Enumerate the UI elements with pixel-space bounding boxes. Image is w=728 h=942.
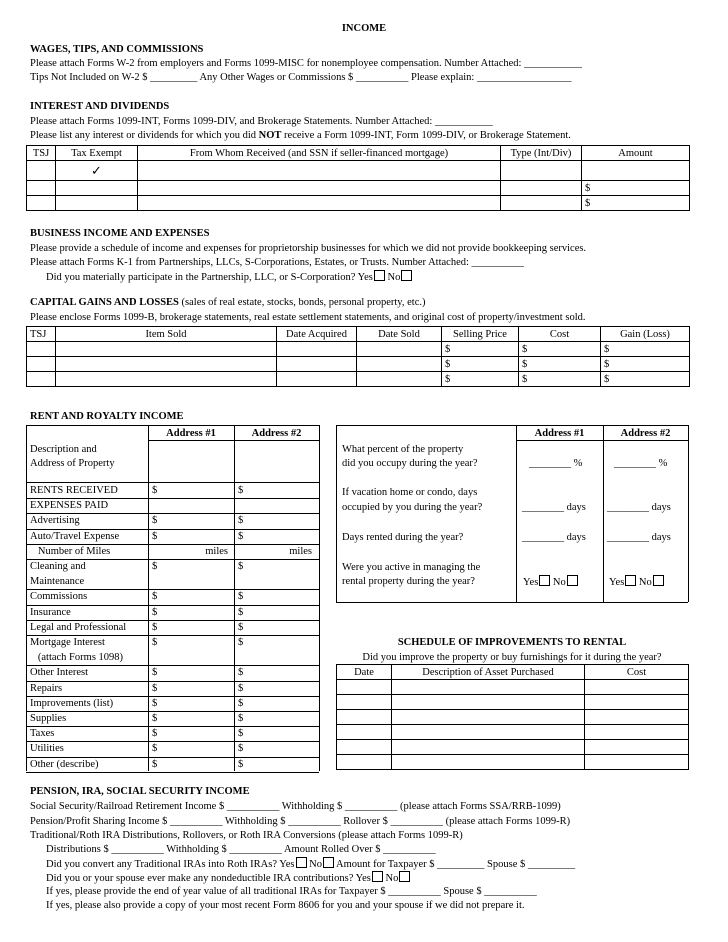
pension-heading: PENSION, IRA, SOCIAL SECURITY INCOME xyxy=(30,786,250,797)
address1-amount[interactable]: $ xyxy=(152,682,158,694)
improvements-question: Did you improve the property or buy furnishings for it during the year? xyxy=(362,652,662,663)
no-checkbox[interactable] xyxy=(401,270,412,281)
expense-label: Repairs xyxy=(30,682,63,694)
col-cost: Cost xyxy=(585,665,689,680)
address1-amount[interactable]: $ xyxy=(152,743,158,755)
table-row xyxy=(27,327,690,342)
expense-label: Other (describe) xyxy=(30,758,99,770)
table-row xyxy=(337,695,689,710)
address1-amount[interactable]: $ xyxy=(152,591,158,603)
address1-amount[interactable]: $ xyxy=(152,728,158,740)
vac-days-2[interactable]: ________ days xyxy=(607,502,671,513)
col-tsj: TSJ xyxy=(27,327,56,342)
address2-amount[interactable]: $ xyxy=(238,667,244,679)
expense-label: Supplies xyxy=(30,713,67,724)
pct-field-2[interactable]: ________ % xyxy=(614,458,668,469)
no-checkbox[interactable] xyxy=(323,857,334,868)
address2-amount[interactable]: $ xyxy=(238,591,244,603)
interest-line-1: Please attach Forms 1099-INT, Forms 1099-DIV, and Brokerage Statements. Number Attached: ___________ xyxy=(30,116,493,127)
col-date-sold: Date Sold xyxy=(357,327,442,342)
address2-amount[interactable]: $ xyxy=(238,515,244,527)
wages-heading: WAGES, TIPS, AND COMMISSIONS xyxy=(30,44,204,55)
col-type: Type (Int/Div) xyxy=(501,146,582,161)
yes-checkbox[interactable] xyxy=(296,857,307,868)
page-title: INCOME xyxy=(341,23,387,34)
table-row xyxy=(337,665,689,680)
expense-label: Other Interest xyxy=(30,667,89,679)
table-row xyxy=(27,161,690,181)
address1-amount[interactable]: $ xyxy=(152,667,158,679)
yes-checkbox[interactable] xyxy=(374,270,385,281)
expense-label: Mortgage Interest xyxy=(30,637,105,648)
expense-label: Utilities xyxy=(30,743,64,755)
business-line-1: Please provide a schedule of income and expenses for proprietorship businesses for which we did not provide bookkeeping services. xyxy=(30,243,587,254)
improvements-heading: SCHEDULE OF IMPROVEMENTS TO RENTAL xyxy=(397,637,627,648)
capital-heading: CAPITAL GAINS AND LOSSES (sales of real estate, stocks, bonds, personal property, etc.) xyxy=(30,297,426,308)
q-active-2: rental property during the year? xyxy=(342,576,475,587)
expense-label: Cleaning and xyxy=(30,561,86,572)
col-tax-exempt: Tax Exempt xyxy=(56,146,138,161)
address1-amount[interactable]: $ xyxy=(152,515,158,527)
table-row xyxy=(337,710,689,725)
rent-heading: RENT AND ROYALTY INCOME xyxy=(30,411,184,422)
pension-line-2: Pension/Profit Sharing Income $ __________ Withholding $ __________ Rollover $ __________ (please attach Forms 1099-R) xyxy=(30,816,571,827)
table-row xyxy=(337,680,689,695)
addr1-header: Address #1 xyxy=(166,428,216,439)
address2-amount[interactable]: $ xyxy=(238,743,244,755)
col-date: Date xyxy=(337,665,392,680)
col-description: Description of Asset Purchased xyxy=(392,665,585,680)
table-row xyxy=(337,740,689,755)
expense-label: Commissions xyxy=(30,591,88,603)
table-row xyxy=(27,181,690,196)
q-occupy-1: What percent of the property xyxy=(342,444,464,455)
q-vacation-1: If vacation home or condo, days xyxy=(342,487,478,498)
address2-amount[interactable]: $ xyxy=(238,758,244,770)
pension-line-5: Did you convert any Traditional IRAs into Roth IRAs? Yes No Amount for Taxpayer $ _________ Spouse $ _________ xyxy=(46,859,576,870)
pct-field-1[interactable]: ________ % xyxy=(529,458,583,469)
no-checkbox[interactable] xyxy=(567,575,578,586)
pension-line-8: If yes, please also provide a copy of your most recent Form 8606 for you and your spouse if we did not prepare it. xyxy=(46,900,525,911)
interest-heading: INTEREST AND DIVIDENDS xyxy=(30,101,170,112)
col-tsj: TSJ xyxy=(27,146,56,161)
address2-amount[interactable]: $ xyxy=(238,530,244,542)
col-selling-price: Selling Price xyxy=(442,327,519,342)
address1-amount[interactable]: $ xyxy=(152,530,158,542)
check-mark-icon: ✓ xyxy=(56,161,138,181)
expense-label: (attach Forms 1098) xyxy=(30,652,124,664)
pension-line-1: Social Security/Railroad Retirement Income $ __________ Withholding $ __________ (please attach Forms SSA/RRB-1099) xyxy=(30,801,561,812)
col-date-acquired: Date Acquired xyxy=(277,327,357,342)
q-vacation-2: occupied by you during the year? xyxy=(342,502,483,513)
expense-label: RENTS RECEIVED xyxy=(30,485,118,496)
col-from-whom: From Whom Received (and SSN if seller-financed mortgage) xyxy=(138,146,501,161)
pension-line-3: Traditional/Roth IRA Distributions, Rollovers, or Roth IRA Conversions (please attach Forms 1099-R) xyxy=(30,830,463,841)
expense-label: Legal and Professional xyxy=(30,621,127,633)
desc-label-1: Description and xyxy=(30,444,97,455)
pension-line-6: Did you or your spouse ever make any nondeductible IRA contributions? Yes No xyxy=(46,871,410,885)
amount-cell[interactable]: $ xyxy=(582,181,690,196)
address1-amount[interactable]: $ xyxy=(152,485,158,496)
expense-label: Auto/Travel Expense xyxy=(30,530,120,542)
table-row: $ $ $ xyxy=(27,372,690,387)
address2-amount[interactable]: $ xyxy=(238,728,244,740)
active-yesno-2: Yes No xyxy=(609,575,664,589)
address2-amount[interactable]: $ xyxy=(238,561,244,572)
rented-days-1[interactable]: ________ days xyxy=(522,532,586,543)
no-checkbox[interactable] xyxy=(399,871,410,882)
expense-label: Insurance xyxy=(30,606,71,618)
address1-amount[interactable]: $ xyxy=(152,758,158,770)
col-amount: Amount xyxy=(582,146,690,161)
table-row xyxy=(27,146,690,161)
address2-amount[interactable]: $ xyxy=(238,606,244,618)
address1-amount[interactable]: $ xyxy=(152,561,158,572)
capital-table xyxy=(26,326,690,387)
yes-checkbox[interactable] xyxy=(372,871,383,882)
address1-amount[interactable]: $ xyxy=(152,697,158,709)
table-row xyxy=(337,755,689,770)
col-item-sold: Item Sold xyxy=(56,327,277,342)
desc-label-2: Address of Property xyxy=(30,458,115,469)
address1-amount[interactable]: miles xyxy=(205,545,228,557)
no-checkbox[interactable] xyxy=(653,575,664,586)
amount-cell[interactable]: $ xyxy=(582,196,690,211)
rented-days-2[interactable]: ________ days xyxy=(607,532,671,543)
interest-table xyxy=(26,145,690,211)
address1-amount[interactable]: $ xyxy=(152,637,158,648)
address2-amount[interactable]: $ xyxy=(238,485,244,496)
expense-label: Improvements (list) xyxy=(30,697,114,709)
pension-line-4: Distributions $ __________ Withholding $ __________ Amount Rolled Over $ __________ xyxy=(46,844,436,855)
business-heading: BUSINESS INCOME AND EXPENSES xyxy=(30,228,210,239)
q-addr1-header: Address #1 xyxy=(534,428,585,439)
address2-amount[interactable]: $ xyxy=(238,637,244,648)
wages-line-2: Tips Not Included on W-2 $ _________ Any Other Wages or Commissions $ __________ Please explain: __________________ xyxy=(30,72,572,83)
address1-amount[interactable]: $ xyxy=(152,606,158,618)
address1-amount[interactable]: $ xyxy=(152,621,158,633)
q-rented: Days rented during the year? xyxy=(342,532,464,543)
q-occupy-2: did you occupy during the year? xyxy=(342,458,478,469)
table-row: $ $ $ xyxy=(27,342,690,357)
address1-amount[interactable]: $ xyxy=(152,713,158,724)
q-active-1: Were you active in managing the xyxy=(342,562,481,573)
active-yesno-1: Yes No xyxy=(523,575,578,589)
capital-line-1: Please enclose Forms 1099-B, brokerage statements, real estate settlement statements, and original cost of property/investment sold. xyxy=(30,312,586,323)
expense-label: Maintenance xyxy=(30,576,85,588)
address2-amount[interactable]: $ xyxy=(238,621,244,633)
col-gain: Gain (Loss) xyxy=(601,327,690,342)
wages-line-1: Please attach Forms W-2 from employers and Forms 1099-MISC for nonemployee compensation. Number Attached: ___________ xyxy=(30,58,582,69)
interest-line-2: Please list any interest or dividends for which you did NOT receive a Form 1099-INT, Form 1099-DIV, or Brokerage Statement. xyxy=(30,130,571,141)
addr2-header: Address #2 xyxy=(251,428,302,439)
yes-checkbox[interactable] xyxy=(625,575,636,586)
address2-amount[interactable]: $ xyxy=(238,697,244,709)
improvements-table xyxy=(336,664,689,770)
q-addr2-header: Address #2 xyxy=(620,428,671,439)
expense-label: Taxes xyxy=(30,728,55,740)
vac-days-1[interactable]: ________ days xyxy=(522,502,586,513)
address2-amount[interactable]: miles xyxy=(289,545,312,557)
expense-label: Advertising xyxy=(30,515,80,527)
expense-label: EXPENSES PAID xyxy=(30,500,109,512)
col-cost: Cost xyxy=(519,327,601,342)
pension-line-7: If yes, please provide the end of year value of all traditional IRAs for Taxpayer $ __________ Spouse $ __________ xyxy=(46,886,537,897)
table-row xyxy=(337,725,689,740)
business-line-3: Did you materially participate in the Partnership, LLC, or S-Corporation? Yes No xyxy=(46,270,412,284)
business-line-2: Please attach Forms K-1 from Partnerships, LLCs, S-Corporations, Estates, or Trusts. Number Attached: __________ xyxy=(30,257,525,268)
address2-amount[interactable]: $ xyxy=(238,682,244,694)
table-row: $ $ $ xyxy=(27,357,690,372)
address2-amount[interactable]: $ xyxy=(238,713,244,724)
table-row xyxy=(27,196,690,211)
yes-checkbox[interactable] xyxy=(539,575,550,586)
expense-label: Number of Miles xyxy=(30,545,111,557)
